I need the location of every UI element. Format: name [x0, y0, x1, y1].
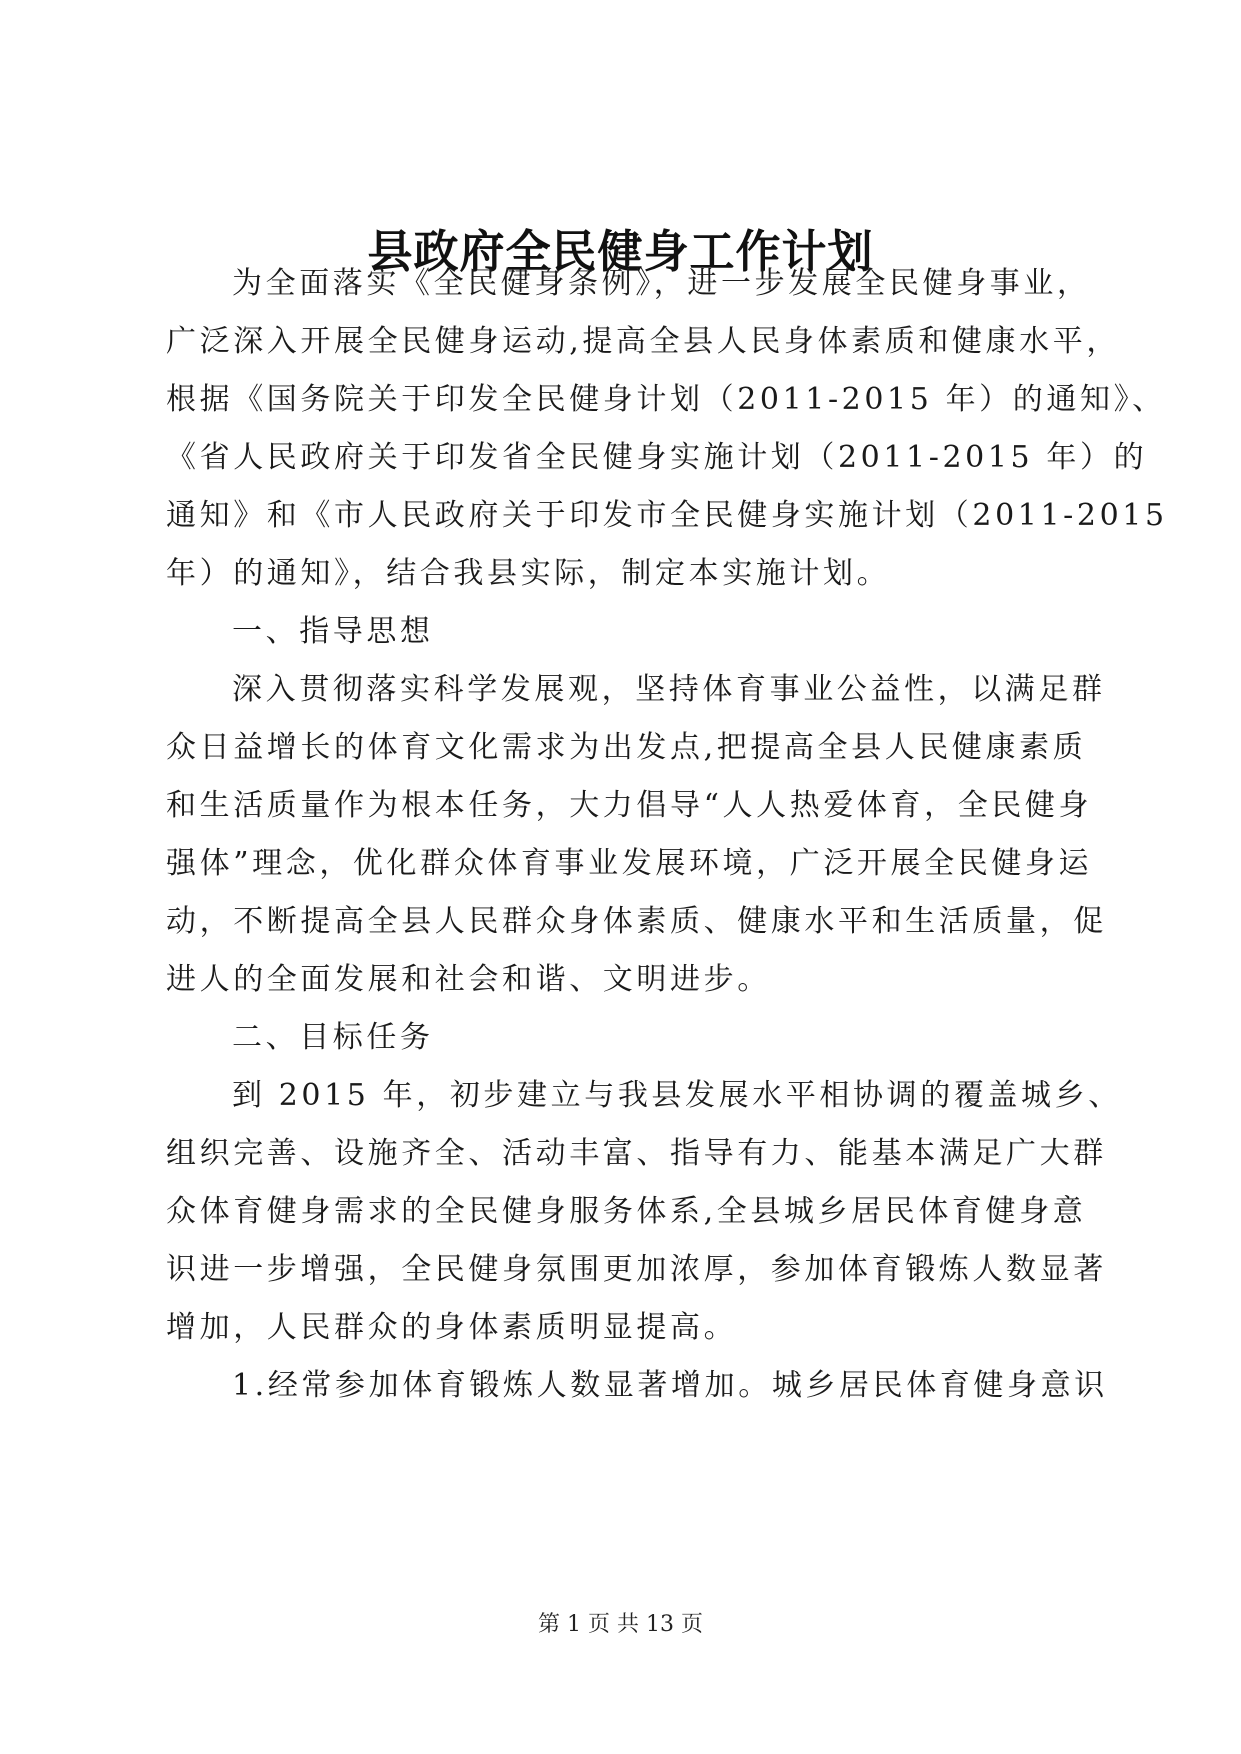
body-line: 到 2015 年，初步建立与我县发展水平相协调的覆盖城乡、 [232, 1078, 1122, 1113]
body-line: 《省人民政府关于印发省全民健身实施计划（2011-2015 年）的 [166, 440, 1148, 475]
section-heading: 二、目标任务 [232, 1020, 434, 1055]
body-line: 动，不断提高全县人民群众身体素质、健康水平和生活质量，促 [166, 904, 1107, 939]
body-line: 通知》和《市人民政府关于印发市全民健身实施计划（2011-2015 [166, 498, 1168, 533]
body-line: 广泛深入开展全民健身运动,提高全县人民身体素质和健康水平， [166, 324, 1120, 359]
page-footer: 第 1 页 共 13 页 [538, 1612, 703, 1637]
body-line: 和生活质量作为根本任务，大力倡导“人人热爱体育，全民健身 [166, 788, 1093, 823]
body-line: 1.经常参加体育锻炼人数显著增加。城乡居民体育健身意识 [232, 1368, 1108, 1403]
body-line: 增加，人民群众的身体素质明显提高。 [166, 1310, 738, 1345]
body-line: 组织完善、设施齐全、活动丰富、指导有力、能基本满足广大群 [166, 1136, 1107, 1171]
body-line: 深入贯彻落实科学发展观，坚持体育事业公益性，以满足群 [232, 672, 1106, 707]
body-line: 进人的全面发展和社会和谐、文明进步。 [166, 962, 771, 997]
body-line: 强体”理念，优化群众体育事业发展环境，广泛开展全民健身运 [166, 846, 1093, 881]
body-line: 众体育健身需求的全民健身服务体系,全县城乡居民体育健身意 [166, 1194, 1087, 1229]
body-line: 年）的通知》，结合我县实际，制定本实施计划。 [166, 556, 891, 591]
body-line: 众日益增长的体育文化需求为出发点,把提高全县人民健康素质 [166, 730, 1087, 765]
body-line: 为全面落实《全民健身条例》，进一步发展全民健身事业， [232, 266, 1091, 301]
document-title: 县政府全民健身工作计划 [367, 225, 874, 278]
body-line: 根据《国务院关于印发全民健身计划（2011-2015 年）的通知》、 [166, 382, 1166, 417]
body-line: 识进一步增强，全民健身氛围更加浓厚，参加体育锻炼人数显著 [166, 1252, 1107, 1287]
section-heading: 一、指导思想 [232, 614, 434, 649]
